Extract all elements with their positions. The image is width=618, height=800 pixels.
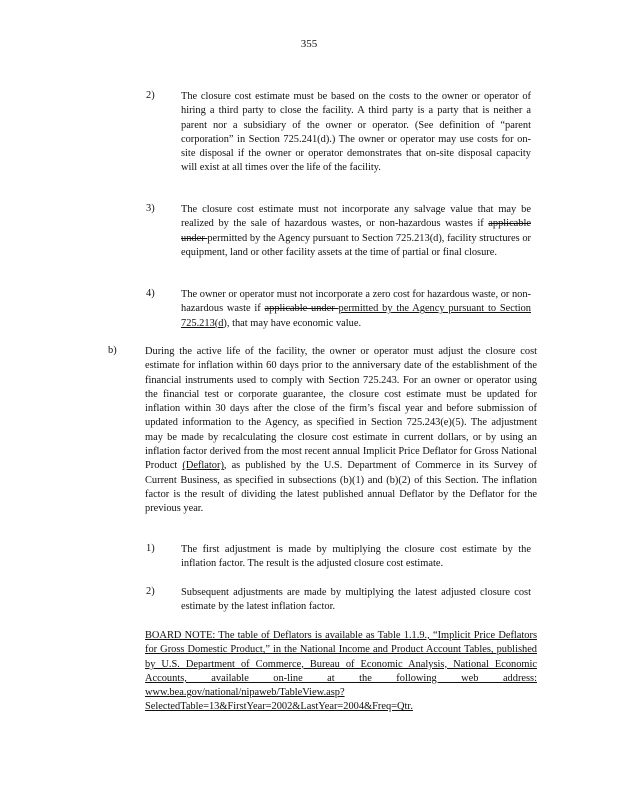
paragraph-b1: The first adjustment is made by multiplying the closure cost estimate by the inflation factor. The result is the adjusted closure cost estimate. [181, 544, 531, 570]
page-number: 355 [300, 38, 318, 50]
item-label: 1) [146, 543, 155, 554]
underlined-text: (Deflator) [182, 460, 224, 472]
paragraph-b [145, 345, 537, 517]
paragraph-a2: The closure cost estimate must be based on the costs to the owner or operator of hiring a third party to close the facility. A third party is a party that is neither a parent nor a subsidiary of the owner or operator. (See definition of “parent corporation” in Section 725.241(d).) The owner or operator may use costs for on-site disposal if the owner or operator demonstrates that on-site disposal capacity will exist at all times over the life of the facility. [181, 91, 531, 174]
text-segment: The closure cost estimate must not incorporate any salvage value that may be realized by the sale of hazardous wastes, or non-hazardous wastes if [181, 204, 531, 230]
underlined-text: permitted by the Agency pursuant to Section 725.213(d), [181, 303, 532, 329]
paragraph-b2: Subsequent adjustments are made by multiplying the latest adjusted closure cost estimate by the latest inflation factor. [181, 587, 531, 613]
text-segment: permitted by the Agency pursuant to Section 725.213(d), facility structures or equipment, land or other facility assets at the time of partial or final closure. [181, 232, 531, 258]
struck-text: applicable under [264, 303, 339, 315]
struck-text: applicable under [181, 218, 531, 244]
item-label: 2) [146, 90, 155, 101]
item-label: 2) [146, 586, 155, 597]
item-label: 4) [146, 288, 155, 299]
board-note: BOARD NOTE: The table of Deflators is available as Table 1.1.9., “Implicit Price Deflators for Gross Domestic Product,” in the National Income and Product Account Tables, published by U.S. Department of Commerce, Bureau of Economic Analysis, National Economic Accounts, available on-line at the following web address: www.bea.gov/national/nipaweb/TableView.asp?SelectedTable=13&FirstYear=2002&LastYear=2004&Freq=Qtr. [145, 630, 537, 713]
text-segment: , as published by the U.S. Department of Commerce in its Survey of Current Business, as specified in subsections (b)(1) and (b)(2) of this Section. The inflation factor is the result of dividing the latest published annual Deflator by the Deflator for the previous year. [145, 460, 537, 515]
item-label: b) [108, 345, 117, 356]
text-segment: During the active life of the facility, the owner or operator must adjust the closure cost estimate for inflation within 60 days prior to the anniversary date of the establishment of the financial instruments used to comply with Section 725.243. For an owner or operator using the financial test or corporate guarantee, the closure cost estimate must be updated for inflation within 30 days after the close of the firm’s fiscal year and before submission of updated information to the Agency, as specified in Section 725.243(e)(5). The adjustment may be made by recalculating the closure cost estimate in current dollars, or by using an inflation factor derived from the most recent annual Implicit Price Deflator for Gross National Product [145, 346, 537, 472]
paragraph-a3 [181, 203, 531, 260]
item-label: 3) [146, 203, 155, 214]
paragraph-a4 [181, 288, 531, 331]
text-segment: that may have economic value. [229, 317, 362, 329]
text-segment: The owner or operator must not incorporate a zero cost for hazardous waste, or non-hazardous waste if [181, 289, 531, 315]
